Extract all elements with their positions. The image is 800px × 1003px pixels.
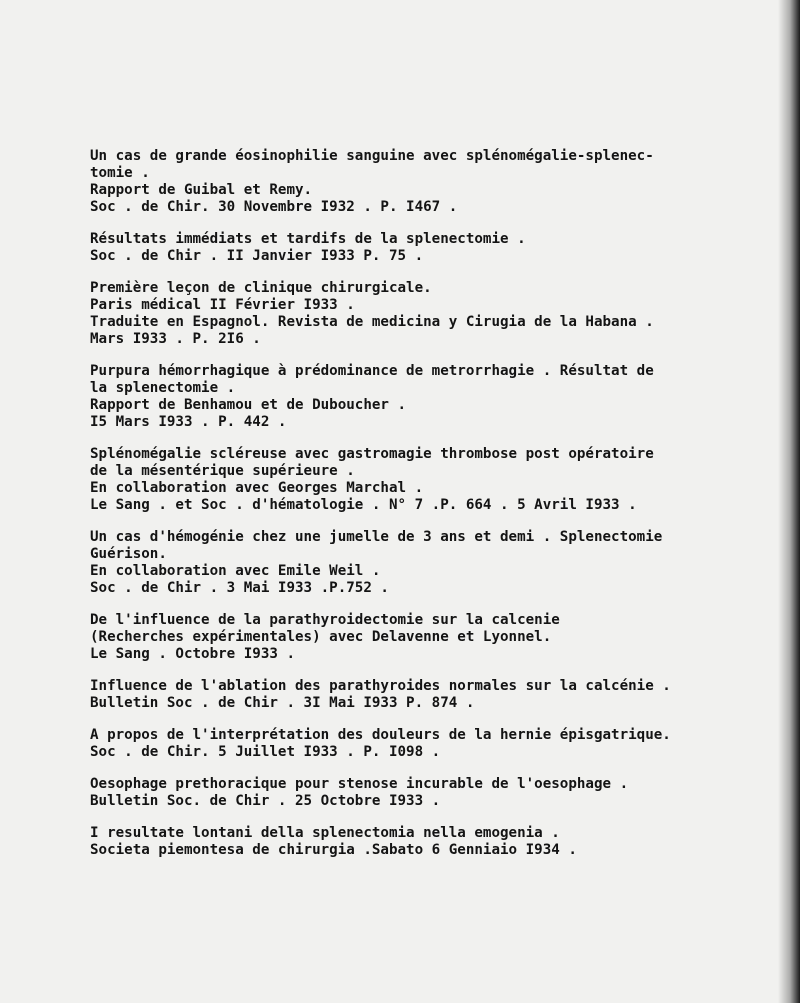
publication-entry [90, 231, 782, 265]
publication-entry [90, 148, 782, 216]
entry-line: Soc . de Chir. 30 Novembre I932 . P. I467 . [90, 199, 458, 215]
entry-line: Rapport de Guibal et Remy. [90, 182, 313, 198]
publication-entry [90, 825, 782, 859]
publication-entry [90, 727, 782, 761]
entry-line: la splenectomie . [90, 380, 236, 396]
entry-line: Traduite en Espagnol. Revista de medicina y Cirugia de la Habana . [90, 314, 654, 330]
entry-line: Bulletin Soc. de Chir . 25 Octobre I933 . [90, 793, 441, 809]
entry-line: Soc . de Chir . II Janvier I933 P. 75 . [90, 248, 424, 264]
entry-line: Un cas d'hémogénie chez une jumelle de 3 ans et demi . Splenectomie [90, 529, 663, 545]
entry-line: Rapport de Benhamou et de Duboucher . [90, 397, 407, 413]
entry-line: Soc . de Chir. 5 Juillet I933 . P. I098 . [90, 744, 441, 760]
publication-entry [90, 678, 782, 712]
entry-line: Un cas de grande éosinophilie sanguine avec splénomégalie-splenec- [90, 148, 654, 164]
entry-line: (Recherches expérimentales) avec Delavenne et Lyonnel. [90, 629, 552, 645]
entry-line: I resultate lontani della splenectomia nella emogenia . [90, 825, 560, 841]
entry-line: Le Sang . Octobre I933 . [90, 646, 295, 662]
entry-line: de la mésentérique supérieure . [90, 463, 355, 479]
entry-line: Mars I933 . P. 2I6 . [90, 331, 261, 347]
page-edge-shadow [778, 0, 800, 1003]
publication-list [90, 148, 782, 874]
entry-line: Paris médical II Février I933 . [90, 297, 355, 313]
entry-line: Bulletin Soc . de Chir . 3I Mai I933 P. 874 . [90, 695, 475, 711]
entry-line: Splénomégalie scléreuse avec gastromagie thrombose post opératoire [90, 446, 654, 462]
publication-entry [90, 529, 782, 597]
entry-line: Résultats immédiats et tardifs de la splenectomie . [90, 231, 526, 247]
entry-line: Purpura hémorrhagique à prédominance de metrorrhagie . Résultat de [90, 363, 654, 379]
publication-entry [90, 446, 782, 514]
entry-line: Guérison. [90, 546, 167, 562]
publication-entry [90, 363, 782, 431]
entry-line: Oesophage prethoracique pour stenose incurable de l'oesophage . [90, 776, 629, 792]
publication-entry [90, 776, 782, 810]
entry-line: Influence de l'ablation des parathyroides normales sur la calcénie . [90, 678, 671, 694]
entry-line: I5 Mars I933 . P. 442 . [90, 414, 287, 430]
entry-line: tomie . [90, 165, 150, 181]
entry-line: En collaboration avec Emile Weil . [90, 563, 381, 579]
entry-line: Societa piemontesa de chirurgia .Sabato 6 Genniaio I934 . [90, 842, 577, 858]
entry-line: Première leçon de clinique chirurgicale. [90, 280, 432, 296]
publication-entry [90, 280, 782, 348]
entry-line: Soc . de Chir . 3 Mai I933 .P.752 . [90, 580, 389, 596]
entry-line: A propos de l'interprétation des douleurs de la hernie épisgatrique. [90, 727, 671, 743]
entry-line: De l'influence de la parathyroidectomie sur la calcenie [90, 612, 560, 628]
publication-entry [90, 612, 782, 663]
entry-line: En collaboration avec Georges Marchal . [90, 480, 424, 496]
entry-line: Le Sang . et Soc . d'hématologie . N° 7 .P. 664 . 5 Avril I933 . [90, 497, 637, 513]
